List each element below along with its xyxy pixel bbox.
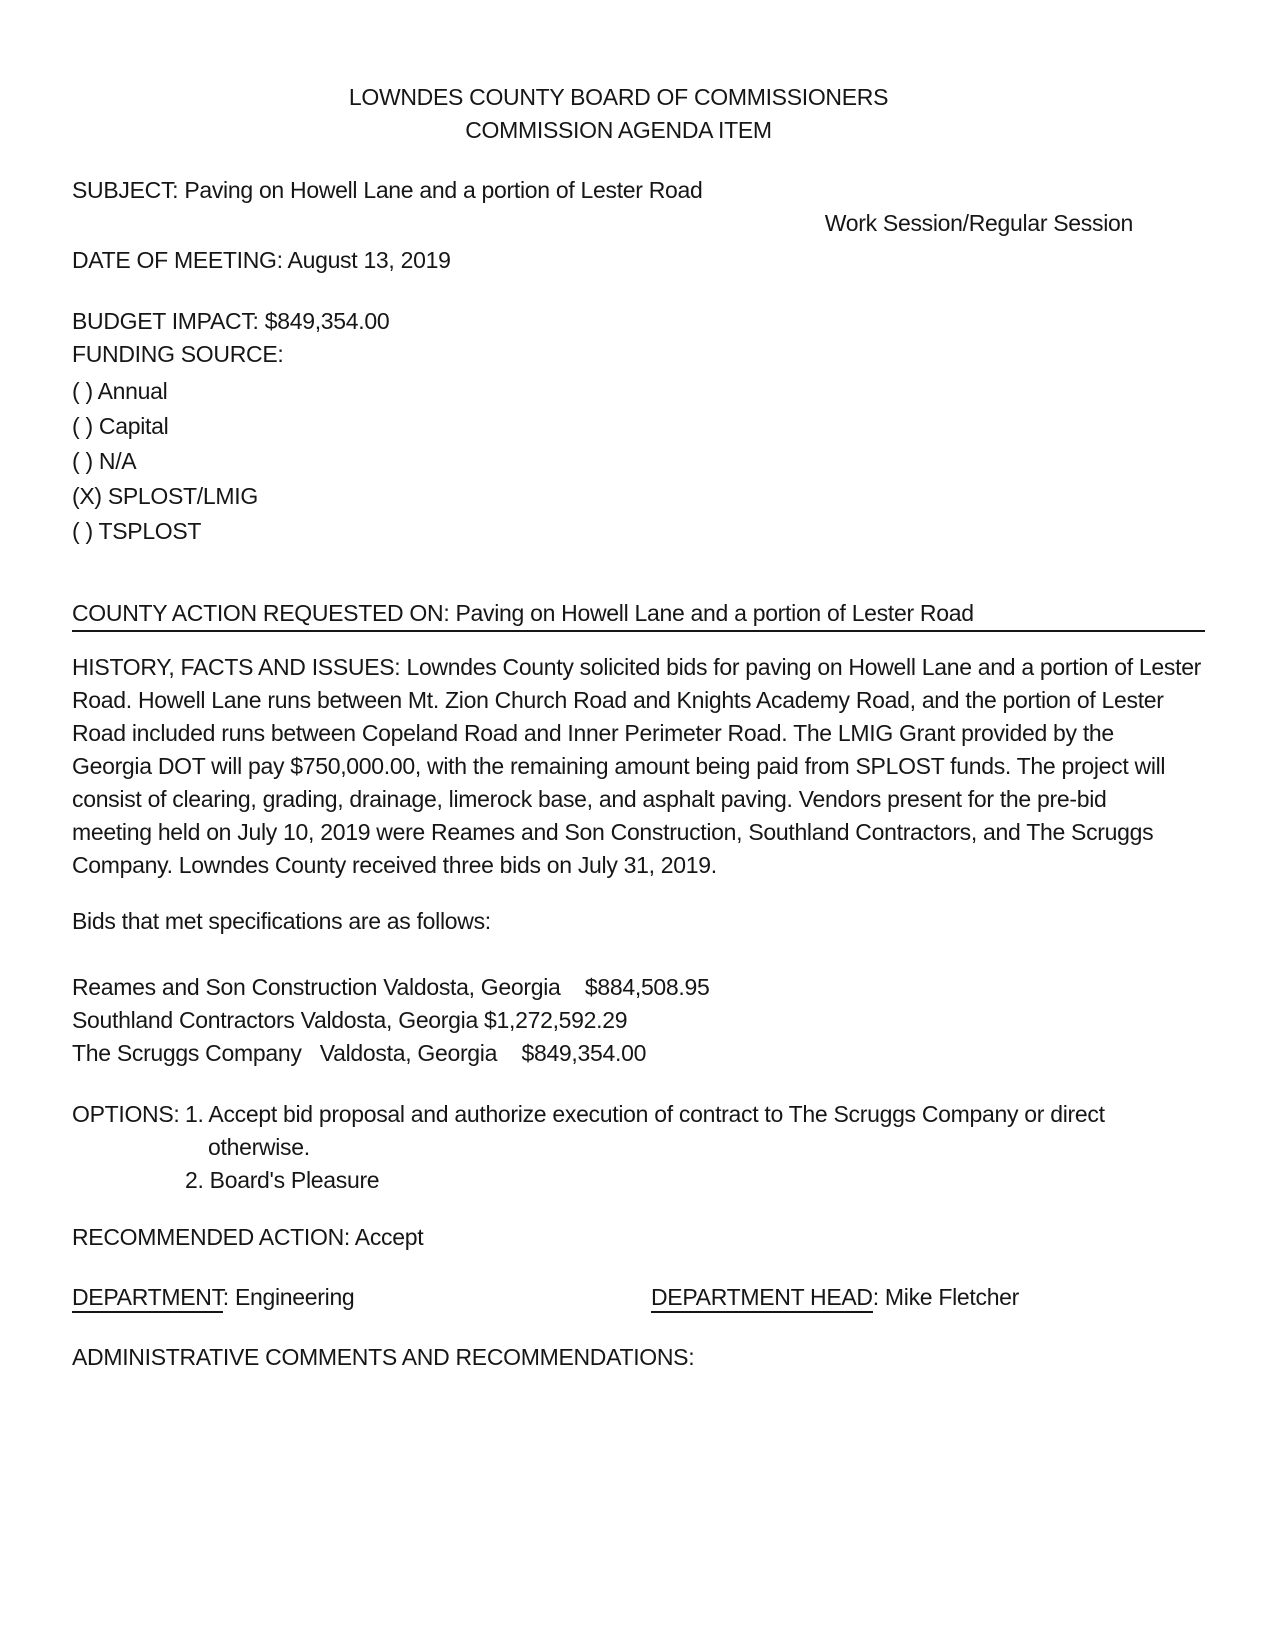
history-line: Road included runs between Copeland Road and Inner Perimeter Road. The LMIG Grant provided by the [72, 720, 1114, 746]
county-action-heading: COUNTY ACTION REQUESTED ON: Paving on Howell Lane and a portion of Lester Road [72, 597, 1205, 632]
history-line: Road. Howell Lane runs between Mt. Zion Church Road and Knights Academy Road, and the portion of Lester [72, 687, 1164, 713]
bids-list [72, 971, 1205, 1070]
option-item-1: 1. Accept bid proposal and authorize execution of contract to The Scruggs Company or direct otherwise. [185, 1101, 1105, 1160]
bids-intro-line: Bids that met specifications are as follows: [72, 908, 491, 934]
history-line: Georgia DOT will pay $750,000.00, with the remaining amount being paid from SPLOST funds. The project will [72, 753, 1166, 779]
title-line-2: COMMISSION AGENDA ITEM [465, 117, 772, 143]
department-value: : Engineering [222, 1284, 355, 1310]
funding-option-annual: ( ) Annual [72, 378, 168, 404]
session-type-line: Work Session/Regular Session [824, 210, 1133, 236]
option-item-2: 2. Board's Pleasure [185, 1167, 380, 1193]
bid-row-reames: Reames and Son Construction Valdosta, Georgia $884,508.95 [72, 974, 710, 1000]
meeting-date-line: DATE OF MEETING: August 13, 2019 [72, 247, 451, 273]
department-row [72, 1281, 1205, 1314]
options-label: OPTIONS: [72, 1101, 180, 1127]
history-line: HISTORY, FACTS AND ISSUES: Lowndes County solicited bids for paving on Howell Lane and a portion of Lester [72, 654, 1202, 680]
bid-row-southland: Southland Contractors Valdosta, Georgia $1,272,592.29 [72, 1007, 628, 1033]
department-head-value: : Mike Fletcher [872, 1284, 1020, 1310]
document-title [72, 81, 1205, 147]
administrative-comments-heading: ADMINISTRATIVE COMMENTS AND RECOMMENDATIONS: [72, 1344, 695, 1370]
history-line: Company. Lowndes County received three bids on July 31, 2019. [72, 852, 717, 878]
subject-line: SUBJECT: Paving on Howell Lane and a portion of Lester Road [72, 177, 703, 203]
department-field [72, 1281, 651, 1314]
options-section [72, 1098, 1205, 1197]
history-line: consist of clearing, grading, drainage, limerock base, and asphalt paving. Vendors present for the pre-bid [72, 786, 1107, 812]
funding-option-splost-lmig: (X) SPLOST/LMIG [72, 483, 258, 509]
funding-source-label: FUNDING SOURCE: [72, 341, 284, 367]
history-facts-paragraph [72, 651, 1205, 882]
department-head-field [651, 1281, 1205, 1314]
department-label: DEPARTMENT [72, 1284, 223, 1313]
funding-options-list [72, 374, 1205, 549]
funding-option-na: ( ) N/A [72, 448, 137, 474]
budget-impact-line: BUDGET IMPACT: $849,354.00 [72, 308, 390, 334]
title-line-1: LOWNDES COUNTY BOARD OF COMMISSIONERS [348, 84, 889, 110]
funding-option-tsplost: ( ) TSPLOST [72, 518, 202, 544]
history-line: meeting held on July 10, 2019 were Reames and Son Construction, Southland Contractors, and The Scruggs [72, 819, 1154, 845]
funding-option-capital: ( ) Capital [72, 413, 169, 439]
options-items [185, 1098, 1205, 1197]
recommended-action-line: RECOMMENDED ACTION: Accept [72, 1224, 424, 1250]
bid-row-scruggs: The Scruggs Company Valdosta, Georgia $849,354.00 [72, 1040, 647, 1066]
department-head-label: DEPARTMENT HEAD [651, 1284, 873, 1313]
